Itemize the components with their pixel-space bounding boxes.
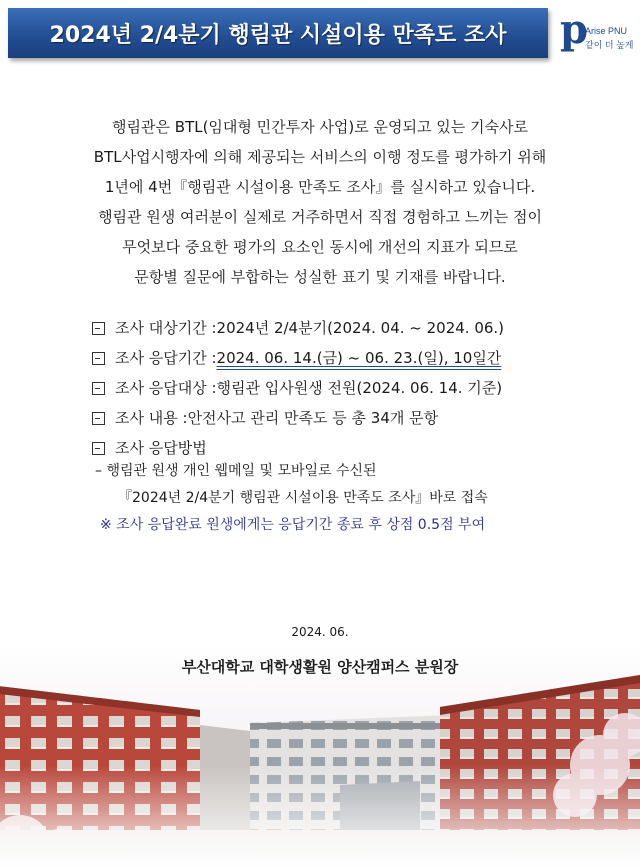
period-label: 조사 대상기간 : bbox=[115, 319, 217, 337]
intro-line: 1년에 4번『행림관 시설이용 만족도 조사』를 실시하고 있습니다. bbox=[104, 178, 536, 196]
logo-mark: p bbox=[560, 6, 588, 53]
response-value: 2024. 06. 14.(금) ~ 06. 23.(일), 10일간 bbox=[216, 349, 502, 367]
logo-text-en: Arise PNU bbox=[585, 26, 628, 36]
bullet-box-icon bbox=[92, 412, 105, 425]
target-label: 조사 응답대상 : bbox=[115, 379, 217, 397]
signature: 부산대학교 대학생활원 양산캠퍼스 분원장 bbox=[181, 658, 459, 676]
page-title: 2024년 2/4분기 행림관 시설이용 만족도 조사 bbox=[49, 22, 507, 48]
intro-line: 행림관은 BTL(임대형 민간투자 사업)로 운영되고 있는 기숙사로 bbox=[112, 118, 528, 136]
method-line-2: 『2024년 2/4분기 행림관 시설이용 만족도 조사』바로 접속 bbox=[118, 490, 488, 506]
response-label: 조사 응답기간 : bbox=[115, 349, 217, 367]
bullet-box-icon bbox=[92, 352, 105, 365]
content-label: 조사 내용 : bbox=[115, 409, 188, 427]
issue-date: 2024. 06. bbox=[291, 625, 349, 639]
logo-text-ko: 같이 더 높게 bbox=[585, 40, 634, 50]
detail-content bbox=[92, 403, 632, 433]
pnu-logo bbox=[558, 6, 636, 56]
bullet-box-icon bbox=[92, 382, 105, 395]
campus-illustration bbox=[0, 645, 640, 868]
detail-target bbox=[92, 373, 632, 403]
title-banner bbox=[8, 8, 548, 58]
detail-period bbox=[92, 313, 632, 343]
bullet-box-icon bbox=[92, 442, 105, 455]
target-value: 행림관 입사원생 전원(2024. 06. 14. 기준) bbox=[216, 379, 503, 397]
intro-line: 행림관 원생 여러분이 실제로 거주하면서 직접 경험하고 느끼는 점이 bbox=[98, 208, 542, 226]
intro-line: 문항별 질문에 부합하는 성실한 표기 및 기재를 바랍니다. bbox=[134, 268, 506, 286]
campus-buildings-photo bbox=[0, 645, 640, 868]
survey-details bbox=[92, 313, 632, 463]
intro-line: BTL사업시행자에 의해 제공되는 서비스의 이행 정도를 평가하기 위해 bbox=[93, 148, 547, 166]
bullet-box-icon bbox=[92, 322, 105, 335]
intro-paragraph bbox=[30, 112, 610, 292]
method-label: 조사 응답방법 bbox=[115, 439, 207, 457]
period-value: 2024년 2/4분기(2024. 04. ~ 2024. 06.) bbox=[216, 319, 505, 337]
method-line-1: – 행림관 원생 개인 웹메일 및 모바일로 수신된 bbox=[95, 463, 377, 479]
intro-line: 무엇보다 중요한 평가의 요소인 동시에 개선의 지표가 되므로 bbox=[122, 238, 518, 256]
content-value: 안전사고 관리 만족도 등 총 34개 문항 bbox=[187, 409, 439, 427]
detail-response-period bbox=[92, 343, 632, 373]
notice-text: ※ 조사 응답완료 원생에게는 응답기간 종료 후 상점 0.5점 부여 bbox=[100, 517, 486, 533]
